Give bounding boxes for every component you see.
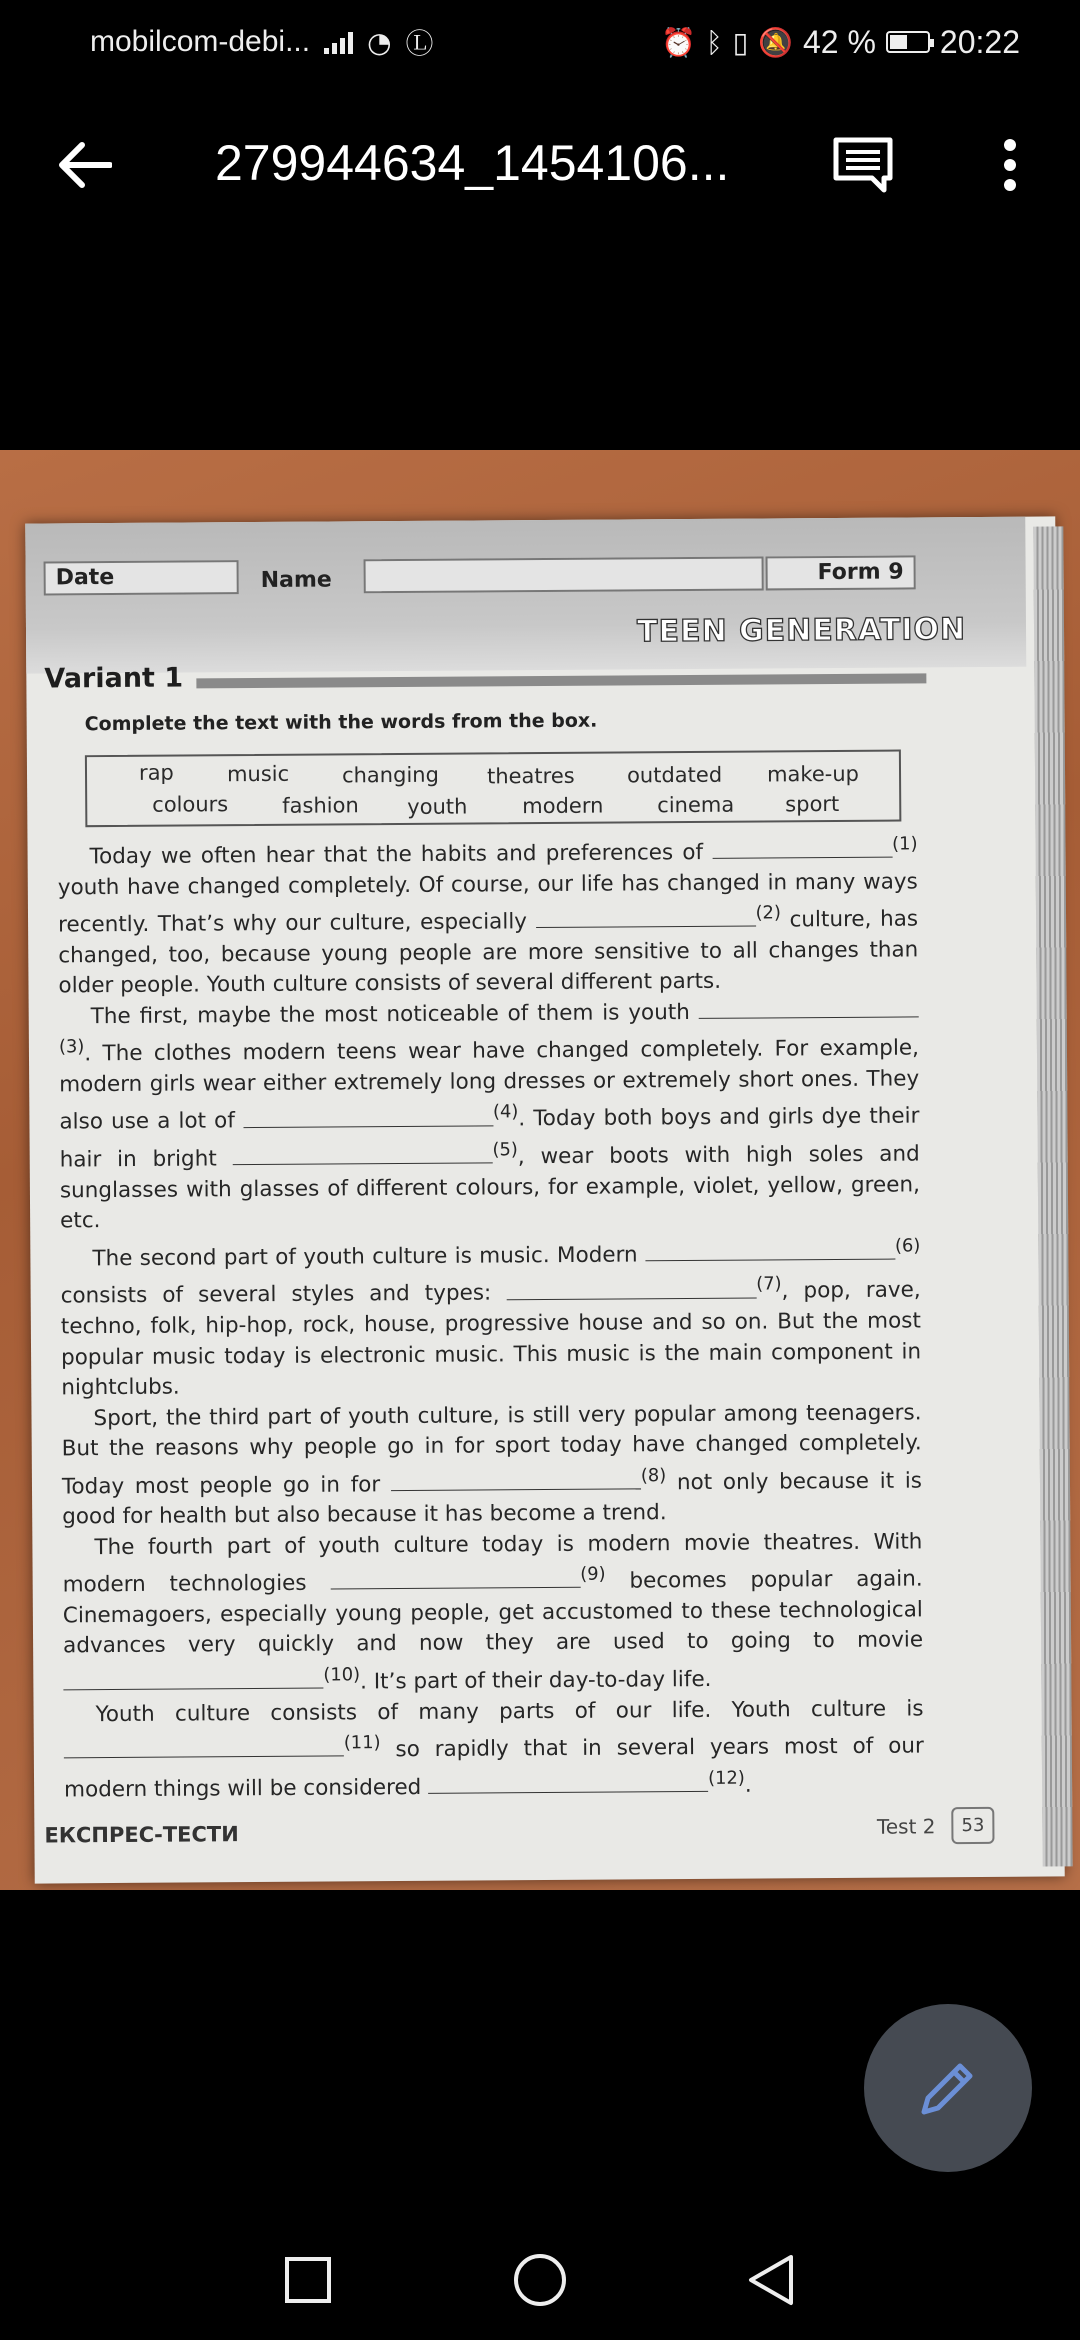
exercise-text <box>57 829 924 1805</box>
signal-icon <box>324 30 353 54</box>
triangle-back-icon <box>745 2253 795 2307</box>
arrow-left-icon <box>58 142 112 188</box>
paragraph: Sport, the third part of youth culture, is still very popular among teenagers. But the reasons why people go in for sport today have changed completely. Today most people go in for $^{(8)}$ not only because it is good for health but also because it has become a trend. <box>61 1399 923 1530</box>
word-box-item: colours <box>152 792 229 817</box>
bluetooth-icon: ᛒ <box>705 25 723 59</box>
comment-icon <box>832 136 894 194</box>
alarm-icon: ⏰ <box>661 25 696 59</box>
answer-blank <box>243 1106 493 1128</box>
app-bar <box>0 100 1080 230</box>
wifi-icon: ◔ <box>367 25 392 59</box>
battery-percent: 42 % <box>802 23 876 60</box>
edit-button[interactable] <box>864 2004 1032 2172</box>
word-box-item: sport <box>785 791 840 817</box>
word-box-item: youth <box>407 794 468 819</box>
paragraph: The second part of youth culture is music. Modern $^{(6)}$ consists of several styles and types: $^{(7)}$, pop, rave, techno, folk, hip-hop, rock, house, progressive house and so on. But the most popular music today is electronic music. This music is the main component in nightclubs. <box>60 1235 922 1401</box>
word-box-item: music <box>226 761 290 787</box>
answer-blank <box>506 1278 756 1300</box>
answer-blank <box>428 1772 708 1794</box>
answer-blank <box>699 997 919 1019</box>
word-box-item: make-up <box>766 761 859 787</box>
file-title: 279944634_1454106... <box>215 135 730 191</box>
answer-blank <box>63 1669 323 1691</box>
home-button[interactable] <box>510 2250 570 2310</box>
paragraph: Today we often hear that the habits and preferences of $^{(1)}$ youth have changed completely. Of course, our life has changed in many ways recently. That’s why our culture, especially $^{(2)}$ culture, has changed, too, because young people are more sensitive to all changes than older people. Youth culture consists of several different parts. <box>57 833 919 999</box>
word-box-item: theatres <box>486 763 575 789</box>
worksheet-header <box>25 517 1026 674</box>
clock: 20:22 <box>939 23 1020 60</box>
publisher-label: ЕКСПРЕС-ТЕСТИ <box>44 1822 239 1848</box>
system-nav-bar <box>0 2220 1080 2340</box>
word-box-item: modern <box>522 793 604 819</box>
page-footer <box>877 1807 995 1845</box>
answer-blank <box>232 1144 492 1166</box>
word-box-item: outdated <box>626 762 723 788</box>
back-button[interactable] <box>50 130 120 200</box>
divider <box>196 673 926 688</box>
pencil-icon <box>916 2056 980 2120</box>
vibrate-icon: ▯ <box>732 25 749 59</box>
more-vertical-icon <box>1000 139 1020 191</box>
status-bar <box>0 0 1080 84</box>
page-number: 53 <box>951 1807 994 1844</box>
series-title: TEEN GENERATION <box>636 612 967 650</box>
answer-blank <box>645 1239 895 1261</box>
word-box-item: changing <box>341 762 439 788</box>
battery-icon <box>886 31 930 53</box>
worksheet-page <box>25 516 1064 1883</box>
recents-button[interactable] <box>278 2250 338 2310</box>
instruction: Complete the text with the words from the box. <box>84 709 598 736</box>
paragraph: The fourth part of youth culture today is modern movie theatres. With modern technologies $^{(9)}$ becomes popular again. Cinemagoers, especially young people, get accustomed to these technological advances very quickly and now they are used to going to movie $^{(10)}$. It’s part of their day-to-day life. <box>62 1529 924 1695</box>
word-box <box>85 750 901 828</box>
form-field: Form 9 <box>766 555 916 590</box>
comments-button[interactable] <box>828 130 898 200</box>
name-label: Name <box>260 567 332 593</box>
word-box-item: cinema <box>657 792 735 818</box>
word-box-item: rap <box>138 760 174 785</box>
data-saver-icon: Ⓛ <box>405 27 434 60</box>
page-edge <box>1033 526 1072 1866</box>
answer-blank <box>391 1469 641 1491</box>
answer-blank <box>330 1568 580 1590</box>
date-field: Date <box>44 560 239 595</box>
test-label: Test 2 <box>876 1813 936 1839</box>
paragraph: The first, maybe the most noticeable of them is youth $^{(3)}$. The clothes modern teens wear have changed completely. For example, modern girls wear either extremely long dresses or extremely short ones. They also use a lot of $^{(4)}$. Today both boys and girls dye their hair in bright $^{(5)}$, wear boots with high soles and sunglasses with glasses of different colours, for example, violet, yellow, green, etc. <box>59 996 921 1237</box>
more-options-button[interactable] <box>975 130 1045 200</box>
square-icon <box>284 2256 332 2304</box>
carrier-name: mobilcom-debi... <box>90 25 311 58</box>
answer-blank <box>535 907 755 929</box>
answer-blank <box>64 1737 344 1759</box>
word-box-item: fashion <box>282 793 359 818</box>
name-field <box>364 556 764 593</box>
circle-icon <box>512 2252 568 2308</box>
variant-heading: Variant 1 <box>44 662 184 695</box>
answer-blank <box>712 838 892 859</box>
document-photo[interactable] <box>0 450 1080 1890</box>
back-nav-button[interactable] <box>740 2250 800 2310</box>
paragraph: Youth culture consists of many parts of our life. Youth culture is $^{(11)}$ so rapidly that in several years most of our modern things will be considered $^{(12)}$. <box>64 1695 924 1803</box>
mute-icon: 🔕 <box>758 25 793 59</box>
